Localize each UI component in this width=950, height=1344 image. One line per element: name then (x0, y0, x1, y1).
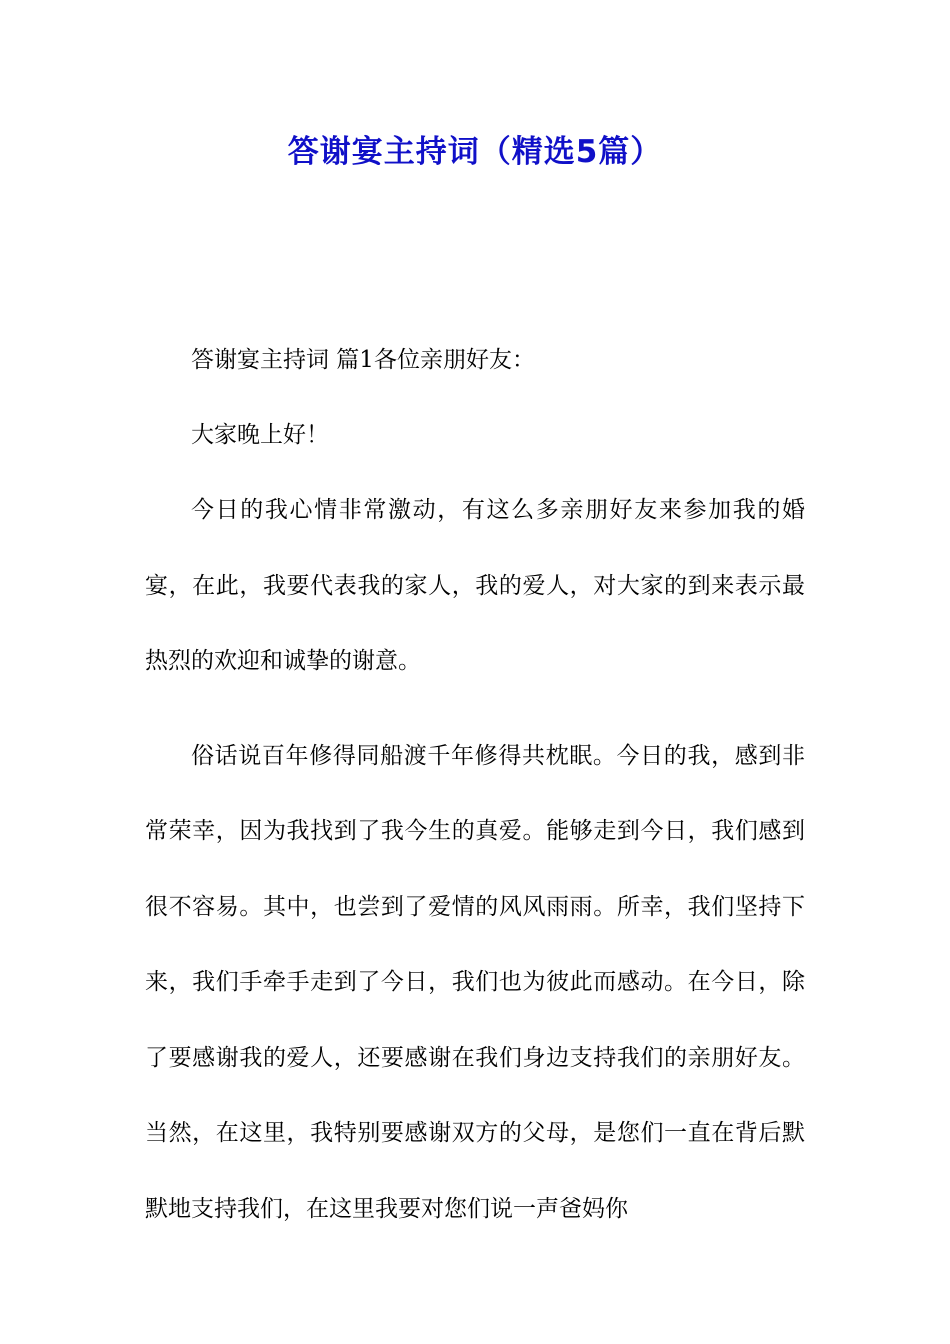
paragraph-welcome: 今日的我心情非常激动，有这么多亲朋好友来参加我的婚宴，在此，我要代表我的家人，我的爱人，对大家的到来表示最热烈的欢迎和诚挚的谢意。 (145, 497, 805, 674)
document-body (145, 341, 805, 1284)
paragraph-heading-greeting: 答谢宴主持词 篇1各位亲朋好友： (191, 347, 535, 373)
document-title: 答谢宴主持词（精选5篇） (287, 134, 663, 170)
paragraph-evening-greeting: 大家晚上好！ (191, 422, 329, 448)
paragraph-thanks: 俗话说百年修得同船渡千年修得共枕眠。今日的我，感到非常荣幸，因为我找到了我今生的真爱。能够走到今日，我们感到很不容易。其中，也尝到了爱情的风风雨雨。所幸，我们坚持下来，我们手牵手走到了今日，我们也为彼此而感动。在今日，除了要感谢我的爱人，还要感谢在我们身边支持我们的亲朋好友。当然，在这里，我特别要感谢双方的父母，是您们一直在背后默默地支持我们，在这里我要对您们说一声爸妈你 (145, 742, 805, 1222)
